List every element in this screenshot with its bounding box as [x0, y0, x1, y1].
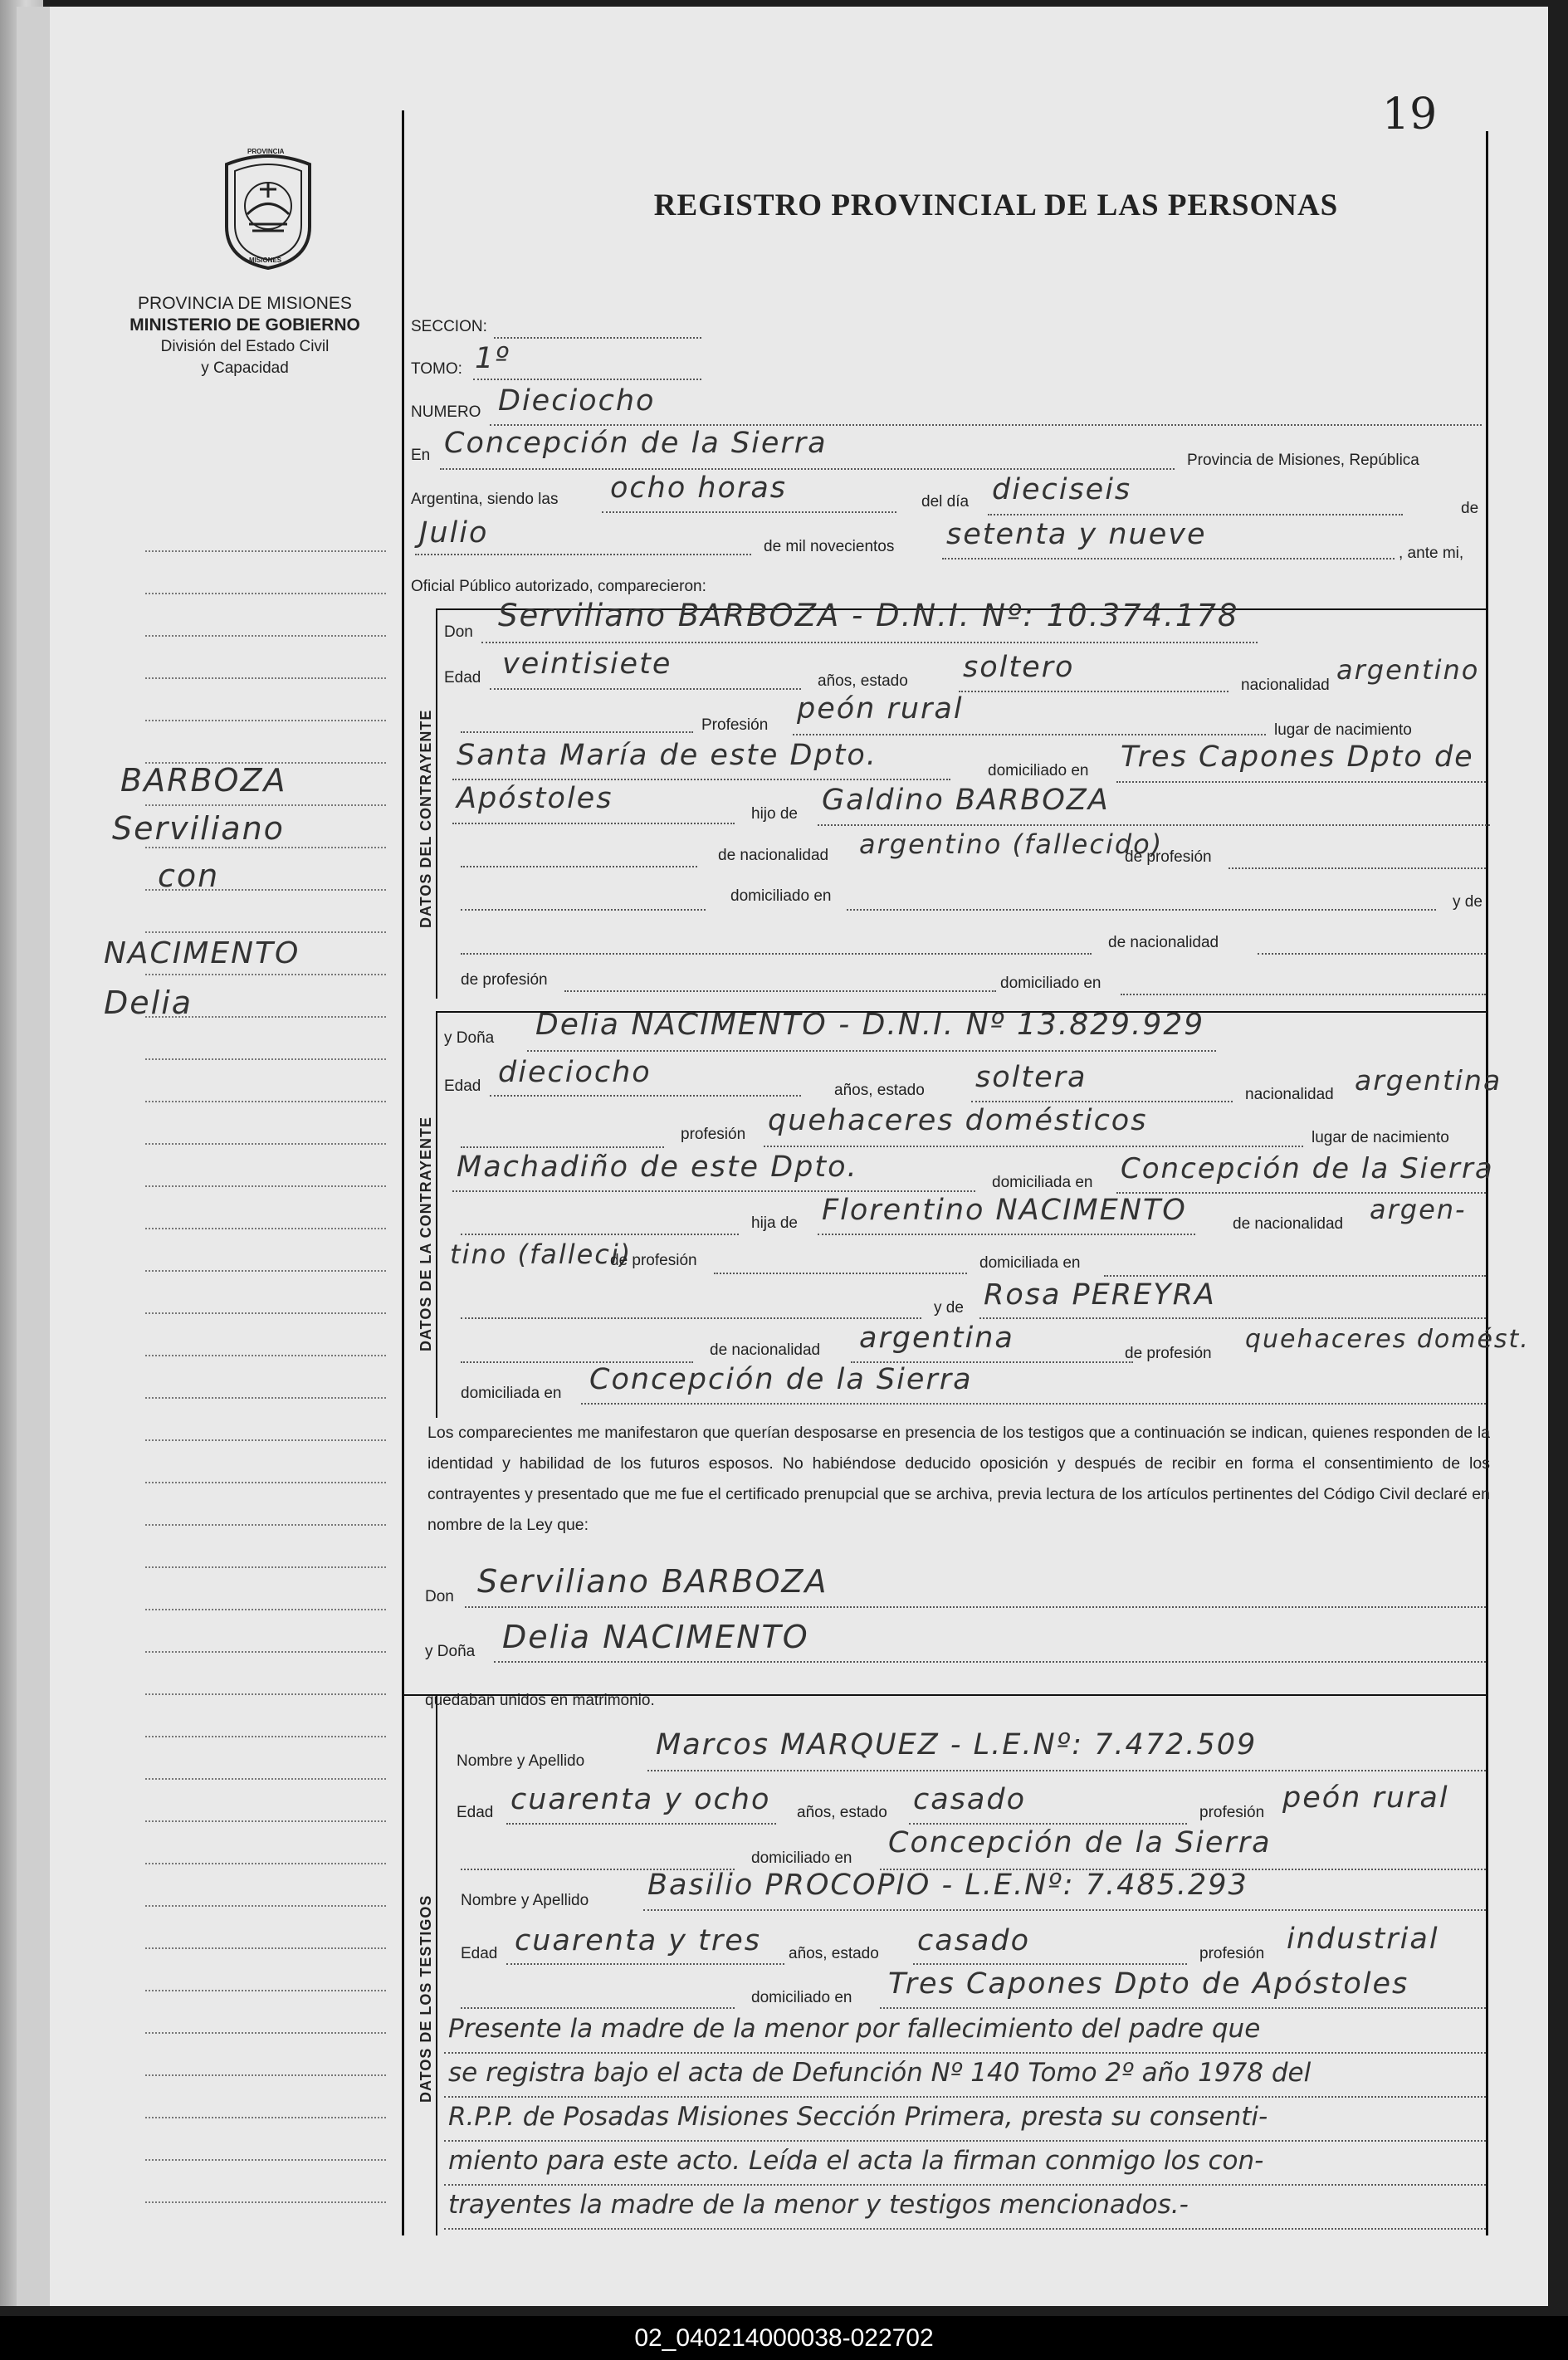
- left-rule: [402, 110, 404, 2235]
- margin-line: [145, 1905, 386, 1907]
- estado2-value: soltera: [975, 1061, 1087, 1094]
- padre-domic-field: [847, 909, 1436, 911]
- margin-line: [145, 1228, 386, 1229]
- domicilio-field-2: [452, 823, 735, 824]
- padre2-prof-field: [714, 1273, 967, 1274]
- margin-line: [145, 2117, 386, 2118]
- decl-dona-field: [494, 1661, 1486, 1663]
- t2-estado-field: [913, 1963, 1187, 1965]
- t1-nombre-field: [647, 1770, 1486, 1771]
- t2-profesion-label: profesión: [1199, 1945, 1265, 1962]
- margin-line: [145, 677, 386, 679]
- margin-line: [145, 974, 386, 975]
- lugar2-value: Machadiño de este Dpto.: [457, 1151, 858, 1184]
- domicilio-value-2: Apóstoles: [457, 782, 613, 815]
- t2-nombre-label: Nombre y Apellido: [461, 1892, 589, 1909]
- hijo-label: hijo de: [751, 805, 798, 823]
- edad-label: Edad: [444, 669, 481, 687]
- de-prof2-label-2: de profesión: [1125, 1345, 1212, 1362]
- padre-value: Galdino BARBOZA: [822, 784, 1110, 817]
- margin-line: [145, 1693, 386, 1695]
- de-prof-label-2: de profesión: [461, 971, 548, 989]
- contrayenta-rule: [436, 1011, 437, 1418]
- t1-domic-label: domiciliado en: [751, 1849, 852, 1867]
- en-field: [440, 468, 1175, 470]
- margin-line: [145, 1820, 386, 1822]
- margin-line: [145, 1143, 386, 1145]
- domic2-label-3: domiciliada en: [461, 1385, 562, 1402]
- blank-line-1: [461, 866, 697, 867]
- nacionalidad2-label: nacionalidad: [1245, 1086, 1334, 1103]
- estado-value: soltero: [963, 651, 1075, 684]
- note-line: trayentes la madre de la menor y testigos mencionados.-: [448, 2190, 1189, 2220]
- t1-profesion-value: peón rural: [1282, 1781, 1449, 1815]
- margin-surname-2: NACIMENTO: [104, 936, 300, 970]
- margin-line: [145, 847, 386, 848]
- profesion-label: Profesión: [701, 716, 769, 734]
- don-value: Serviliano BARBOZA - D.N.I. Nº: 10.374.178: [498, 598, 1239, 633]
- estado2-label: años, estado: [834, 1082, 925, 1099]
- y-de2-label: y de: [934, 1299, 964, 1317]
- margin-line: [145, 1609, 386, 1610]
- profesion-field: [793, 734, 1266, 735]
- t1-edad-value: cuarenta y ocho: [510, 1783, 771, 1816]
- contrayenta-section-label: DATOS DE LA CONTRAYENTE: [418, 1116, 434, 1351]
- margin-line: [145, 804, 386, 806]
- madre2-nac-value: argentina: [859, 1322, 1014, 1355]
- t1-domic-value: Concepción de la Sierra: [888, 1826, 1272, 1859]
- lugar-field: [452, 779, 950, 780]
- edad2-label: Edad: [444, 1077, 481, 1095]
- estado2-field: [971, 1101, 1233, 1102]
- margin-line: [145, 1397, 386, 1399]
- estado-field: [959, 691, 1229, 692]
- margin-name-2: Delia: [104, 985, 193, 1021]
- decl-don-field: [465, 1606, 1486, 1608]
- t1-estado-field: [909, 1823, 1187, 1825]
- margin-line: [145, 2201, 386, 2203]
- tomo-value: 1º: [475, 342, 510, 375]
- margin-line: [145, 1439, 386, 1441]
- margin-line: [145, 1947, 386, 1949]
- argentina-text: Argentina, siendo las: [411, 491, 559, 508]
- margin-line: [145, 2032, 386, 2034]
- madre2-prof-value: quehaceres domést.: [1245, 1325, 1530, 1354]
- margin-line: [145, 2159, 386, 2161]
- numero-label: NUMERO: [411, 403, 481, 421]
- edad-field: [490, 688, 801, 690]
- margin-line: [145, 1185, 386, 1187]
- margin-line: [145, 635, 386, 637]
- madre-prof-field: [564, 990, 996, 992]
- domic2-label-2: domiciliada en: [979, 1254, 1081, 1272]
- org-line-1: PROVINCIA DE MISIONES: [138, 294, 352, 313]
- contrayente-rule: [436, 608, 437, 999]
- don-label: Don: [444, 623, 473, 641]
- register-title: REGISTRO PROVINCIAL DE LAS PERSONAS: [653, 188, 1339, 222]
- note-line: Presente la madre de la menor por fallecimiento del padre que: [448, 2014, 1261, 2044]
- margin-connector: con: [158, 858, 220, 894]
- de-prof-label: de profesión: [1125, 848, 1212, 866]
- de-label: de: [1461, 500, 1479, 517]
- ante-label: , ante mi,: [1399, 545, 1464, 562]
- t2-edad-label: Edad: [461, 1945, 498, 1962]
- de-prof2-label: de profesión: [610, 1252, 697, 1269]
- profesion2-label: profesión: [681, 1126, 746, 1143]
- margin-line: [145, 1312, 386, 1314]
- anio-field: [942, 558, 1395, 559]
- lugar-label: lugar de nacimiento: [1274, 721, 1412, 739]
- domicilio2-value: Concepción de la Sierra: [1121, 1152, 1494, 1185]
- numero-value: Dieciocho: [498, 384, 656, 418]
- dona-label: y Doña: [444, 1029, 495, 1047]
- note-rule: [444, 2052, 1486, 2054]
- madre-domic-field: [1121, 994, 1486, 995]
- t2-edad-value: cuarenta y tres: [515, 1924, 761, 1957]
- note-rule: [444, 2096, 1486, 2098]
- page-number: 19: [1382, 90, 1438, 139]
- decl-don-value: Serviliano BARBOZA: [477, 1563, 828, 1600]
- t1-nombre-label: Nombre y Apellido: [457, 1752, 585, 1770]
- org-line-4: y Capacidad: [201, 359, 289, 377]
- edad2-field: [490, 1095, 801, 1097]
- domiciliada-label: domiciliada en: [992, 1174, 1093, 1191]
- numero-field: [490, 424, 1482, 426]
- margin-line: [145, 931, 386, 933]
- seccion-label: SECCION:: [411, 318, 487, 335]
- margin-line: [145, 1524, 386, 1526]
- padre-field: [818, 824, 1490, 826]
- padre-prof-field: [1229, 867, 1486, 869]
- unidos-text: quedaban unidos en matrimonio.: [425, 1692, 655, 1709]
- edad2-value: dieciocho: [498, 1056, 652, 1089]
- seal-label-bottom: MISIONES: [249, 257, 282, 264]
- margin-line: [145, 2074, 386, 2076]
- madre2-domic-value: Concepción de la Sierra: [589, 1363, 973, 1396]
- margin-surname-1: BARBOZA: [120, 762, 287, 799]
- note-rule: [444, 2228, 1486, 2230]
- decl-don-label: Don: [425, 1588, 454, 1605]
- t2-nombre-field: [643, 1909, 1486, 1911]
- seal-label-top: PROVINCIA: [247, 148, 285, 155]
- de-nac-label: de nacionalidad: [718, 847, 829, 864]
- en-label: En: [411, 447, 431, 464]
- contrayente-section-label: DATOS DEL CONTRAYENTE: [418, 709, 434, 928]
- seccion-field: [494, 337, 701, 339]
- oficial-text: Oficial Público autorizado, comparecieron:: [411, 578, 706, 595]
- t2-nombre-value: Basilio PROCOPIO - L.E.Nº: 7.485.293: [647, 1869, 1248, 1902]
- document-id: 02_040214000038-022702: [0, 2316, 1568, 2360]
- profesion2-value: quehaceres domésticos: [768, 1104, 1148, 1137]
- horas-field: [602, 511, 896, 513]
- dia-value: dieciseis: [992, 473, 1132, 506]
- note-line: miento para este acto. Leída el acta la firman conmigo los con-: [448, 2146, 1264, 2176]
- margin-line: [145, 1651, 386, 1653]
- testigos-rule: [436, 1696, 437, 2235]
- madre2-domic-field: [581, 1403, 1486, 1405]
- hija-label: hija de: [751, 1214, 798, 1232]
- padre2-value: Florentino NACIMENTO: [822, 1194, 1187, 1227]
- t2-domic-field: [880, 2007, 1486, 2009]
- nacionalidad2-value: argentina: [1355, 1064, 1502, 1097]
- margin-line: [145, 1101, 386, 1102]
- domic-label-3: domiciliado en: [1000, 975, 1102, 992]
- tomo-label: TOMO:: [411, 360, 462, 378]
- t2-edad-field: [506, 1963, 784, 1965]
- de-nac2-label-2: de nacionalidad: [710, 1341, 821, 1359]
- blank2-line-2: [461, 1317, 921, 1319]
- margin-line: [145, 593, 386, 594]
- anio-label: de mil novecientos: [764, 538, 895, 555]
- margin-line: [145, 1058, 386, 1060]
- lugar2-field: [452, 1190, 975, 1192]
- madre-field: [461, 953, 1092, 955]
- domic-label-2: domiciliado en: [730, 887, 832, 905]
- lugar-value: Santa María de este Dpto.: [457, 739, 877, 772]
- note-line: se registra bajo el acta de Defunción Nº 140 Tomo 2º año 1978 del: [448, 2058, 1312, 2088]
- t1-edad-field: [506, 1823, 776, 1825]
- domicilio-value: Tres Capones Dpto de: [1121, 740, 1474, 774]
- testigos-section-label: DATOS DE LOS TESTIGOS: [418, 1894, 434, 2103]
- note-rule: [444, 2184, 1486, 2186]
- note-line: R.P.P. de Posadas Misiones Sección Primera, presta su consenti-: [448, 2102, 1268, 2132]
- mes-field: [415, 554, 751, 555]
- margin-line: [145, 1863, 386, 1864]
- tomo-field: [473, 379, 701, 380]
- margin-line: [145, 1270, 386, 1272]
- padre-nac-value: argentino (fallecido): [859, 828, 1164, 860]
- de-nac-label-2: de nacionalidad: [1108, 934, 1219, 951]
- de-nac2-label: de nacionalidad: [1233, 1215, 1344, 1233]
- blank-line-2: [461, 909, 706, 911]
- margin-name-1: Serviliano: [112, 810, 285, 847]
- don-field: [481, 642, 1258, 643]
- provincia-text: Provincia de Misiones, República: [1187, 452, 1419, 469]
- t1-profesion-label: profesión: [1199, 1804, 1265, 1821]
- dia-field: [988, 514, 1403, 515]
- blank2-line-1: [461, 1234, 739, 1235]
- t1-estado-label: años, estado: [797, 1804, 887, 1821]
- anio-value: setenta y nueve: [946, 518, 1207, 551]
- madre-nac-field: [1258, 953, 1486, 955]
- decl-dona-value: Delia NACIMENTO: [502, 1619, 809, 1655]
- t2-estado-label: años, estado: [789, 1945, 879, 1962]
- nacionalidad-label: nacionalidad: [1241, 677, 1330, 694]
- decl-dona-label: y Doña: [425, 1643, 476, 1660]
- margin-line: [145, 1482, 386, 1483]
- t1-estado-value: casado: [913, 1783, 1027, 1816]
- domiciliado-label: domiciliado en: [988, 762, 1089, 779]
- profesion-value: peón rural: [797, 692, 964, 726]
- dona-field: [527, 1050, 1216, 1052]
- edad-value: veintisiete: [502, 647, 672, 681]
- t2-estado-value: casado: [917, 1924, 1031, 1957]
- margin-line: [145, 1778, 386, 1780]
- domicilio-field: [1116, 781, 1486, 783]
- nacionalidad-value: argentino: [1336, 654, 1480, 686]
- t2-domic-label: domiciliado en: [751, 1989, 852, 2006]
- register-page: [17, 7, 1548, 2306]
- t2-profesion-value: industrial: [1287, 1923, 1439, 1956]
- del-dia-label: del día: [921, 493, 970, 511]
- padre2-domic-field: [1104, 1275, 1486, 1277]
- estado-label: años, estado: [818, 672, 908, 690]
- profesion2-field: [764, 1146, 1303, 1147]
- prof2-field-pre: [461, 1146, 664, 1148]
- margin-line: [145, 720, 386, 721]
- note-rule: [444, 2140, 1486, 2142]
- t2-domic-pre: [461, 2007, 735, 2009]
- y-de-label: y de: [1453, 893, 1483, 911]
- madre2-value: Rosa PEREYRA: [984, 1278, 1216, 1312]
- padre2-field: [818, 1234, 1195, 1235]
- t1-nombre-value: Marcos MARQUEZ - L.E.Nº: 7.472.509: [656, 1728, 1258, 1761]
- padre2-nac-value-2: tino (falleci): [450, 1239, 633, 1270]
- lugar2-label: lugar de nacimiento: [1312, 1129, 1449, 1146]
- issuing-office: [116, 293, 374, 379]
- org-line-2: MINISTERIO DE GOBIERNO: [129, 315, 360, 335]
- margin-line: [145, 1355, 386, 1356]
- t1-edad-label: Edad: [457, 1804, 494, 1821]
- org-line-3: División del Estado Civil: [160, 338, 330, 355]
- t2-domic-value: Tres Capones Dpto de Apóstoles: [888, 1967, 1409, 2001]
- madre2-field: [979, 1317, 1486, 1319]
- horas-value: ocho horas: [610, 472, 788, 505]
- margin-line: [145, 1566, 386, 1568]
- margin-line: [145, 1736, 386, 1737]
- margin-line: [145, 550, 386, 552]
- declaration-text: Los comparecientes me manifestaron que querían desposarse en presencia de los testigos que a continuación se indican, quienes responden de la identidad y habilidad de los futuros esposos. No habiéndose deducido oposición y después de recibir en forma el consentimiento de los contrayentes y presentado que me fue el certificado prenupcial que se archiva, previa lectura de los artículos pertinentes del Código Civil declaré en nombre de la Ley que:: [427, 1424, 1490, 1534]
- margin-line: [145, 1990, 386, 1991]
- province-seal-icon: [214, 148, 322, 272]
- dona-value: Delia NACIMENTO - D.N.I. Nº 13.829.929: [535, 1008, 1205, 1042]
- en-value: Concepción de la Sierra: [444, 427, 828, 460]
- mes-value: Julio: [419, 516, 489, 550]
- prof-field-pre: [461, 731, 693, 733]
- padre2-nac-value: argen-: [1370, 1194, 1467, 1225]
